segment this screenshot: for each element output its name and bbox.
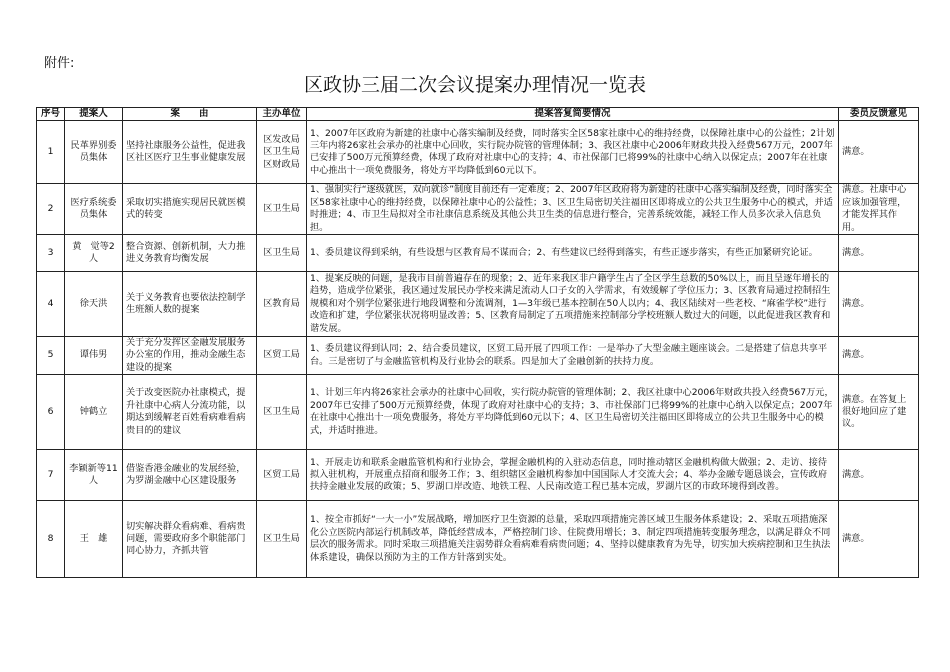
row-reply: 1、委员建议得到认同；2、结合委员建议，区贸工局开展了四项工作：一是举办了大型金融主题座谈会。二是搭建了信息共享平台。三是密切了与金融监管机构及行业协会的联系。四是加大了金融创新的扶持力度。: [307, 337, 839, 375]
table-row: [37, 450, 919, 501]
row-feedback: 满意。: [839, 235, 919, 272]
row-number: 7: [37, 450, 65, 501]
table-row: [37, 272, 919, 337]
row-feedback: 满意。: [839, 272, 919, 337]
header-proposer: 提案人: [65, 108, 123, 121]
table-row: [37, 235, 919, 272]
row-feedback: 满意。: [839, 501, 919, 578]
row-unit: 区贸工局: [257, 337, 307, 375]
header-unit: 主办单位: [257, 108, 307, 121]
row-subject: 借鉴香港金融业的发展经验，为罗湖金融中心区建设服务: [123, 450, 257, 501]
row-feedback: 满意。社康中心应该加强管理，才能发挥其作用。: [839, 184, 919, 235]
row-reply: 1、计划三年内将26家社会承办的社康中心回收，实行院办院管的管理体制；2、我区社康中心2006年财政共投入经费567万元，2007年已安排了500万元预算经费，体现了政府对社康中心的支持；3、市社保部门已将99%的社康中心纳入以保定点；2007年在社康中心推出十一项免费服务，将处方平均降低到60元以下；4、区卫生局密切关注福田区即将成立的公共卫生服务中心的模式，并适时推进。: [307, 375, 839, 450]
row-unit: 区贸工局: [257, 450, 307, 501]
row-number: 5: [37, 337, 65, 375]
row-subject: 关于义务教育也要依法控制学生班额人数的提案: [123, 272, 257, 337]
row-reply: 1、2007年区政府为新建的社康中心落实编制及经费，同时落实全区58家社康中心的维持经费，以保障社康中心的公益性；2计划三年内将26家社会承办的社康中心回收，实行院办院管的管理体制；3、我区社康中心2006年财政共投入经费567万元，2007年已安排了500万元预算经费，体现了政府对社康中心的支持；4、市社保部门已将99%的社康中心纳入以保定点；2007年在社康中心推出十一项免费服务，将处方平均降低到60元以下。: [307, 121, 839, 184]
header-subject: 案 由: [123, 108, 257, 121]
row-unit: 区教育局: [257, 272, 307, 337]
row-unit: 区卫生局: [257, 235, 307, 272]
table-row: [37, 337, 919, 375]
table-row: [37, 375, 919, 450]
row-number: 8: [37, 501, 65, 578]
row-number: 6: [37, 375, 65, 450]
row-subject: 切实解决群众看病难、看病贵问题，需要政府多个职能部门同心协力，齐抓共管: [123, 501, 257, 578]
table-row: [37, 501, 919, 578]
header-reply: 提案答复简要情况: [307, 108, 839, 121]
table-row: [37, 184, 919, 235]
row-number: 4: [37, 272, 65, 337]
row-number: 3: [37, 235, 65, 272]
row-reply: 1、开展走访和联系金融监管机构和行业协会，掌握金融机构的入驻动态信息，同时推动辖区金融机构做大做强；2、走访、接待拟入驻机构，开展重点招商和服务工作；3、组织辖区金融机构参加中国国际人才交流大会；4、举办金融专题恳谈会，宣传政府扶持金融业发展的政策；5、罗湖口岸改造、地铁工程、人民南改造工程已基本完成，罗湖片区的市政环境得到改善。: [307, 450, 839, 501]
header-feedback: 委员反馈意见: [839, 108, 919, 121]
row-proposer: 钟鹤立: [65, 375, 123, 450]
row-proposer: 王 雄: [65, 501, 123, 578]
row-subject: 采取切实措施实现居民就医模式的转变: [123, 184, 257, 235]
row-unit: 区卫生局: [257, 375, 307, 450]
header-number: 序号: [37, 108, 65, 121]
row-subject: 关于改变医院办社康模式，提升社康中心病人分流功能，以期达到缓解老百姓看病难看病贵目的的建议: [123, 375, 257, 450]
row-proposer: 谭伟男: [65, 337, 123, 375]
row-proposer: 医疗系统委员集体: [65, 184, 123, 235]
row-reply: 1、提案反映的问题，是我市目前普遍存在的现象；2、近年来我区非户籍学生占了全区学生总数的50%以上，而且呈逐年增长的趋势，造成学位紧张，我区通过发展民办学校来满足流动人口子女的入学需求，有效缓解了学位压力；3、区教育局通过控制招生规模和对个别学位紧张进行地段调整和分流调剂，1—3年级已基本控制在50人以内；4、我区陆续对一些老校、“麻雀学校”进行改造和扩建，学位紧张状况将明显改善；5、区教育局制定了五项措施来控制部分学校班额人数过大的问题，以此促进我区教育和谐发展。: [307, 272, 839, 337]
row-reply: 1、委员建议得到采纳，有些设想与区教育局不谋而合；2、有些建议已经得到落实，有些正逐步落实，有些正加紧研究论证。: [307, 235, 839, 272]
row-proposer: 民革界别委员集体: [65, 121, 123, 184]
document-title: 区政协三届二次会议提案办理情况一览表: [303, 74, 646, 96]
row-subject: 关于充分发挥区金融发展服务办公室的作用，推动金融生态建设的提案: [123, 337, 257, 375]
row-unit: 区卫生局: [257, 501, 307, 578]
row-feedback: 满意。在答复上很好地回应了建议。: [839, 375, 919, 450]
row-proposer: 李颖新等11人: [65, 450, 123, 501]
attachment-label: 附件:: [44, 56, 75, 71]
row-unit: 区发改局区卫生局区财政局: [257, 121, 307, 184]
row-feedback: 满意。: [839, 337, 919, 375]
proposal-table: [36, 107, 919, 578]
row-feedback: 满意。: [839, 450, 919, 501]
row-subject: 整合资源、创新机制，大力推进义务教育均衡发展: [123, 235, 257, 272]
row-reply: 1、强制实行“逐级就医，双向就诊”制度目前还有一定难度；2、2007年区政府将为新建的社康中心落实编制及经费，同时落实全区58家社康中心的维持经费，以保障社康中心的公益性；3、区卫生局密切关注福田区即将成立的公共卫生服务中心的模式，并适时推进；4、市卫生局拟对全市社康信息系统及其他公共卫生类的信息进行整合，完善系统效能，减轻工作人员多次录入信息负担。: [307, 184, 839, 235]
row-proposer: 徐天洪: [65, 272, 123, 337]
row-reply: 1、按全市抓好“一大一小”发展战略，增加医疗卫生资源的总量，采取四项措施完善区域卫生服务体系建设；2、采取五项措施深化公立医院内部运行机制改革，降低经营成本，严格控制门诊、住院费用增长；3、制定四项措施转变服务理念，以满足群众不同层次的服务需求。同时采取三项措施关注弱势群众看病难看病贵问题；4、坚持以健康教育为先导，切实加大疾病控制和卫生执法体系建设，确保以预防为主的工作方针落到实处。: [307, 501, 839, 578]
row-unit: 区卫生局: [257, 184, 307, 235]
row-proposer: 黄 觉等2人: [65, 235, 123, 272]
table-header-row: [37, 108, 919, 121]
row-number: 2: [37, 184, 65, 235]
table-row: [37, 121, 919, 184]
row-subject: 坚持社康服务公益性，促进我区社区医疗卫生事业健康发展: [123, 121, 257, 184]
row-feedback: 满意。: [839, 121, 919, 184]
row-number: 1: [37, 121, 65, 184]
